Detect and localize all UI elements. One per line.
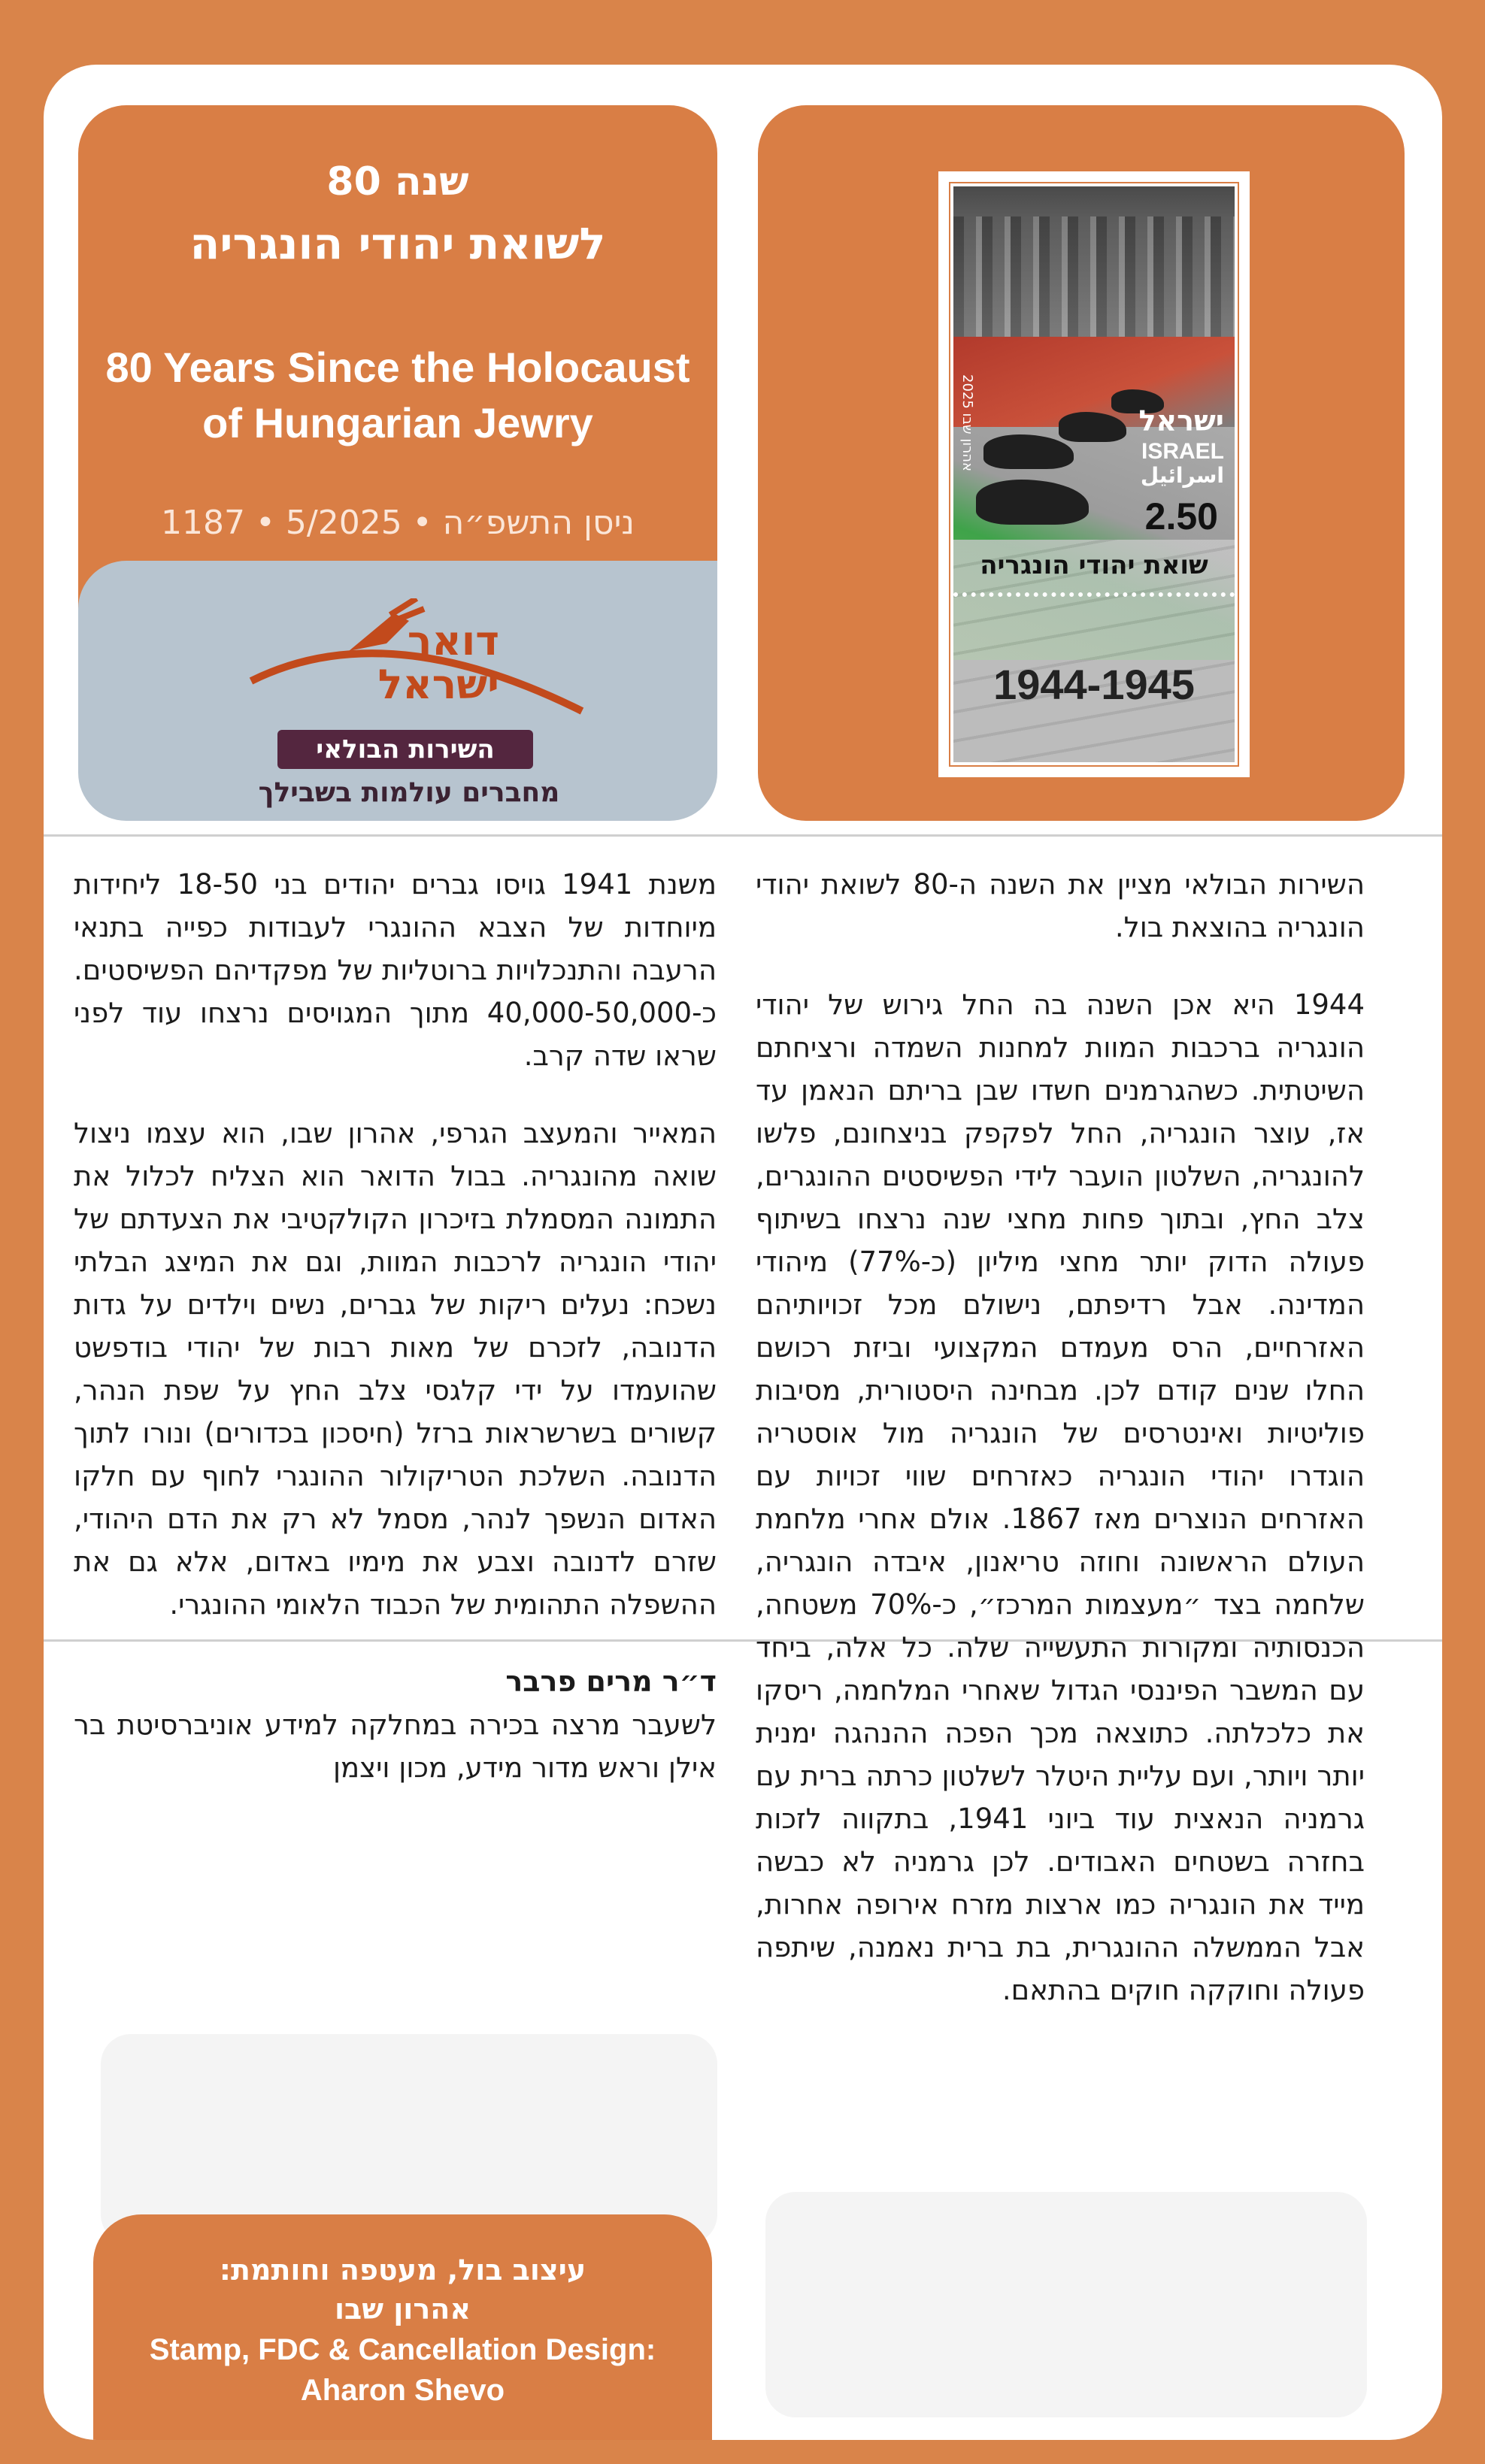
title-panel [78, 105, 717, 616]
stamp-country-hebrew: ישראל [1138, 404, 1224, 437]
israel-post-wordmark [326, 619, 499, 707]
stamp-designer-credit: אהרון שבו 2025 [959, 374, 975, 472]
brochure-sheet [44, 65, 1442, 2440]
israel-post-logo-panel [78, 561, 717, 821]
title-english-line1: 80 Years Since the Holocaust [105, 344, 690, 391]
stamp-caption: שואת יהודי הונגריה [980, 550, 1208, 580]
blank-area [765, 2192, 1367, 2417]
stamp-panel [758, 105, 1405, 821]
credit-english-label: Stamp, FDC & Cancellation Design: [149, 2333, 656, 2366]
postage-stamp [938, 171, 1250, 777]
article-left-column [74, 863, 717, 1789]
article-right-column [756, 863, 1365, 2011]
title-hebrew-line1: 80 שנה [326, 159, 469, 204]
philatelic-service-badge: השירות הבולאי [277, 730, 533, 769]
credit-hebrew-name: אהרון שבו [334, 2293, 471, 2326]
stamp-perforation [953, 592, 1235, 597]
credit-english-name: Aharon Shevo [300, 2374, 505, 2407]
author-name: ד״ר מרים פרבר [505, 1665, 717, 1698]
credit-hebrew-label: עיצוב בול, מעטפה וחותמת: [219, 2254, 586, 2287]
stamp-denomination: 2.50 [1144, 495, 1218, 537]
article-intro: השירות הבולאי מציין את השנה ה-80 לשואת יהודי הונגריה בהוצאת בול. [756, 868, 1365, 943]
stamp-artwork [953, 186, 1235, 762]
title-hebrew-line2: לשואת יהודי הונגריה [189, 218, 606, 269]
issue-date-line: ניסן התשפ״ה • 5/2025 • 1187 [160, 504, 635, 542]
design-credits-panel [93, 2214, 712, 2440]
article-paragraph: משנת 1941 גויסו גברים יהודים בני 18-50 ליחידות מיוחדות של הצבא ההונגרי לעבודות כפייה בתנאי הרעבה והתנכלויות ברוטליות של מפקדיהם הפשיסטים. כ-40,000-50,000 מתוך המגויסים נרצחו עוד לפני שראו שדה קרב. [74, 868, 717, 1072]
blank-area [101, 2034, 717, 2245]
logo-line1: דואר [407, 617, 499, 664]
stamp-country-arabic: اسرائيل [1140, 463, 1224, 488]
article-body: 1944 היא אכן השנה בה החל גירוש של יהודי הונגריה ברכבות המוות למחנות השמדה ורציחתם השיטתית. כשהגרמנים חשדו שבן בריתם הנאמן עד אז, עוצר הונגריה, החל לפקפק בניצחונם, פלשו להונגריה, השלטון הועבר לידי הפשיסטים ההונגרים, צלב החץ, ובתוך פחות מחצי שנה נרצחו בשיתוף פעולה הדוק יותר מחצי מיליון (כ-77%) מיהודי המדינה. אבל רדיפתם, נישולם מכל זכויותיהם האזרחיים, הרס מעמדם המקצועי וביזת רכושם החלו שנים קודם לכן. מבחינה היסטורית, מסיבות פוליטיות ואינטרסים של הונגריה מול אוסטריה הוגדרו יהודי הונגריה כאזרחים שווי זכויות עם האזרחים הנוצרים מאז 1867. אולם אחרי מלחמת העולם הראשונה וחוזה טריאנון, איבדה הונגריה, שלחמה בצד ״מעצמות המרכז״, כ-70% משטחה, הכנסותיה ומקורות התעשייה שלה. כל אלה, ביחד עם המשבר הפיננסי הגדול שאחרי המלחמה, ריסקו את כלכלתה. כתוצאה מכך הפכה ההנהגה ימנית יותר ויותר, ועם עליית היטלר לשלטון כרתה ברית עם גרמניה הנאצית עוד ביוני 1941, בתקווה לזכות בחזרה בשטחים האבודים. לכן גרמניה לא כבשה מייד את הונגריה כמו ארצות מזרח אירופה אחרות, אבל הממשלה ההונגרית, בת ברית נאמנה, שיתפה פעולה וחוקקה חוקים בהתאם. [756, 988, 1365, 2006]
fold-line [44, 834, 1442, 837]
deportees-figures [953, 216, 1235, 337]
title-english-line2: of Hungarian Jewry [202, 399, 593, 446]
author-affiliation: לשעבר מרצה בכירה במחלקה למידע אוניברסיטת בר אילן וראש מדור מידע, מכון ויצמן [74, 1709, 717, 1784]
logo-line2: ישראל [377, 661, 499, 708]
stamp-country-english: ISRAEL [1141, 439, 1224, 464]
logo-slogan: מחברים עולמות בשבילך [258, 777, 560, 808]
article-paragraph: המאייר והמעצב הגרפי, אהרון שבו, הוא עצמו ניצול שואה מהונגריה. בבול הדואר הוא הצליח לכלול את התמונה המסמלת בזיכרון הקולקטיבי את הצעדתם של יהודי הונגריה לרכבות המוות, וגם את המיצג הבלתי נשכח: נעלים ריקות של גברים, נשים וילדים על גדות הדנובה, לזכרם של מאות רבות של יהודי בודפשט שהועמדו על ידי קלגסי צלב החץ על שפת הנהר, קשורים בשרשראות ברזל (חיסכון בכדורים) ונורו לתוך הדנובה. השלכת הטריקולור ההונגרי לחוף עם חלקו האדום הנשפך לנהר, מסמל לא רק את הדם היהודי, שזרם לדנובה וצבע את מימיו באדום, אלא גם את ההשפלה התהומית של הכבוד הלאומי ההונגרי. [74, 1117, 717, 1621]
stamp-tab-years: 1944-1945 [993, 661, 1195, 708]
